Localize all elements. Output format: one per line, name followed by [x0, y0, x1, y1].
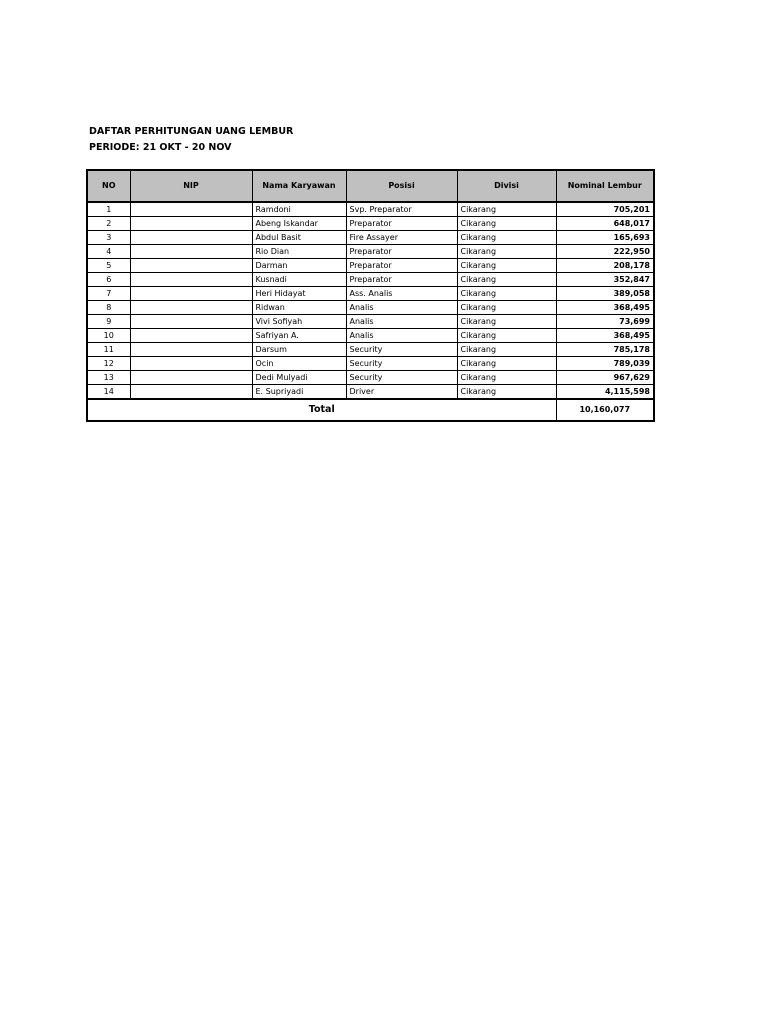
cell-no: 12 — [87, 357, 130, 371]
cell-no: 2 — [87, 217, 130, 231]
table-row — [87, 231, 654, 245]
table-row — [87, 202, 654, 217]
cell-posisi: Analis — [346, 315, 457, 329]
cell-nama-karyawan: Abeng Iskandar — [252, 217, 346, 231]
document-header — [89, 124, 293, 156]
cell-no: 9 — [87, 315, 130, 329]
total-value: 10,160,077 — [556, 399, 654, 421]
cell-divisi: Cikarang — [457, 231, 556, 245]
header-nip: NIP — [130, 170, 252, 202]
cell-divisi: Cikarang — [457, 287, 556, 301]
table-row — [87, 329, 654, 343]
cell-nip — [130, 329, 252, 343]
cell-nominal-lembur: 165,693 — [556, 231, 654, 245]
cell-posisi: Ass. Analis — [346, 287, 457, 301]
cell-posisi: Security — [346, 357, 457, 371]
table-row — [87, 287, 654, 301]
header-nama-karyawan: Nama Karyawan — [252, 170, 346, 202]
cell-no: 4 — [87, 245, 130, 259]
cell-nama-karyawan: Ridwan — [252, 301, 346, 315]
document-period: PERIODE: 21 OKT - 20 NOV — [89, 142, 232, 153]
cell-nominal-lembur: 352,847 — [556, 273, 654, 287]
table-header-row — [87, 170, 654, 202]
cell-posisi: Analis — [346, 301, 457, 315]
table-row — [87, 273, 654, 287]
cell-nip — [130, 287, 252, 301]
cell-divisi: Cikarang — [457, 273, 556, 287]
cell-nominal-lembur: 368,495 — [556, 301, 654, 315]
cell-divisi: Cikarang — [457, 315, 556, 329]
cell-divisi: Cikarang — [457, 357, 556, 371]
table-row — [87, 245, 654, 259]
cell-posisi: Preparator — [346, 217, 457, 231]
cell-nominal-lembur: 705,201 — [556, 202, 654, 217]
cell-no: 8 — [87, 301, 130, 315]
cell-nama-karyawan: Ramdoni — [252, 202, 346, 217]
cell-divisi: Cikarang — [457, 301, 556, 315]
cell-nama-karyawan: Darman — [252, 259, 346, 273]
cell-nominal-lembur: 648,017 — [556, 217, 654, 231]
cell-no: 10 — [87, 329, 130, 343]
cell-no: 14 — [87, 385, 130, 400]
cell-posisi: Analis — [346, 329, 457, 343]
cell-no: 1 — [87, 202, 130, 217]
table-row — [87, 385, 654, 400]
cell-nama-karyawan: Safriyan A. — [252, 329, 346, 343]
cell-nominal-lembur: 785,178 — [556, 343, 654, 357]
cell-nominal-lembur: 789,039 — [556, 357, 654, 371]
cell-nominal-lembur: 4,115,598 — [556, 385, 654, 400]
table-row — [87, 343, 654, 357]
cell-no: 3 — [87, 231, 130, 245]
cell-nip — [130, 202, 252, 217]
cell-nama-karyawan: Heri Hidayat — [252, 287, 346, 301]
cell-nama-karyawan: Rio Dian — [252, 245, 346, 259]
cell-posisi: Svp. Preparator — [346, 202, 457, 217]
cell-nominal-lembur: 208,178 — [556, 259, 654, 273]
cell-posisi: Fire Assayer — [346, 231, 457, 245]
cell-nip — [130, 371, 252, 385]
cell-nip — [130, 245, 252, 259]
table-body — [87, 202, 654, 399]
cell-posisi: Preparator — [346, 259, 457, 273]
cell-nama-karyawan: Darsum — [252, 343, 346, 357]
cell-nama-karyawan: E. Supriyadi — [252, 385, 346, 400]
overtime-table — [86, 169, 655, 422]
cell-divisi: Cikarang — [457, 245, 556, 259]
header-no: NO — [87, 170, 130, 202]
total-row — [87, 399, 654, 421]
cell-nama-karyawan: Vivi Sofiyah — [252, 315, 346, 329]
header-nominal-lembur: Nominal Lembur — [556, 170, 654, 202]
table-row — [87, 217, 654, 231]
table-row — [87, 357, 654, 371]
cell-nama-karyawan: Ocin — [252, 357, 346, 371]
table-row — [87, 259, 654, 273]
cell-nominal-lembur: 73,699 — [556, 315, 654, 329]
cell-nip — [130, 385, 252, 400]
cell-nama-karyawan: Dedi Mulyadi — [252, 371, 346, 385]
cell-nominal-lembur: 222,950 — [556, 245, 654, 259]
cell-nip — [130, 357, 252, 371]
cell-no: 11 — [87, 343, 130, 357]
cell-divisi: Cikarang — [457, 202, 556, 217]
cell-nip — [130, 259, 252, 273]
cell-nama-karyawan: Abdul Basit — [252, 231, 346, 245]
cell-divisi: Cikarang — [457, 343, 556, 357]
total-label: Total — [87, 399, 556, 421]
cell-nip — [130, 231, 252, 245]
cell-no: 6 — [87, 273, 130, 287]
header-posisi: Posisi — [346, 170, 457, 202]
table-row — [87, 301, 654, 315]
cell-posisi: Security — [346, 343, 457, 357]
cell-divisi: Cikarang — [457, 385, 556, 400]
cell-nip — [130, 217, 252, 231]
header-divisi: Divisi — [457, 170, 556, 202]
cell-divisi: Cikarang — [457, 259, 556, 273]
cell-posisi: Security — [346, 371, 457, 385]
cell-nominal-lembur: 967,629 — [556, 371, 654, 385]
cell-divisi: Cikarang — [457, 217, 556, 231]
table-row — [87, 371, 654, 385]
cell-nama-karyawan: Kusnadi — [252, 273, 346, 287]
cell-nip — [130, 315, 252, 329]
cell-nip — [130, 273, 252, 287]
cell-nominal-lembur: 368,495 — [556, 329, 654, 343]
cell-no: 5 — [87, 259, 130, 273]
cell-posisi: Driver — [346, 385, 457, 400]
cell-posisi: Preparator — [346, 245, 457, 259]
table-row — [87, 315, 654, 329]
cell-nip — [130, 343, 252, 357]
cell-nip — [130, 301, 252, 315]
cell-posisi: Preparator — [346, 273, 457, 287]
document-title: DAFTAR PERHITUNGAN UANG LEMBUR — [89, 126, 294, 137]
cell-no: 13 — [87, 371, 130, 385]
cell-nominal-lembur: 389,058 — [556, 287, 654, 301]
cell-divisi: Cikarang — [457, 371, 556, 385]
cell-divisi: Cikarang — [457, 329, 556, 343]
cell-no: 7 — [87, 287, 130, 301]
